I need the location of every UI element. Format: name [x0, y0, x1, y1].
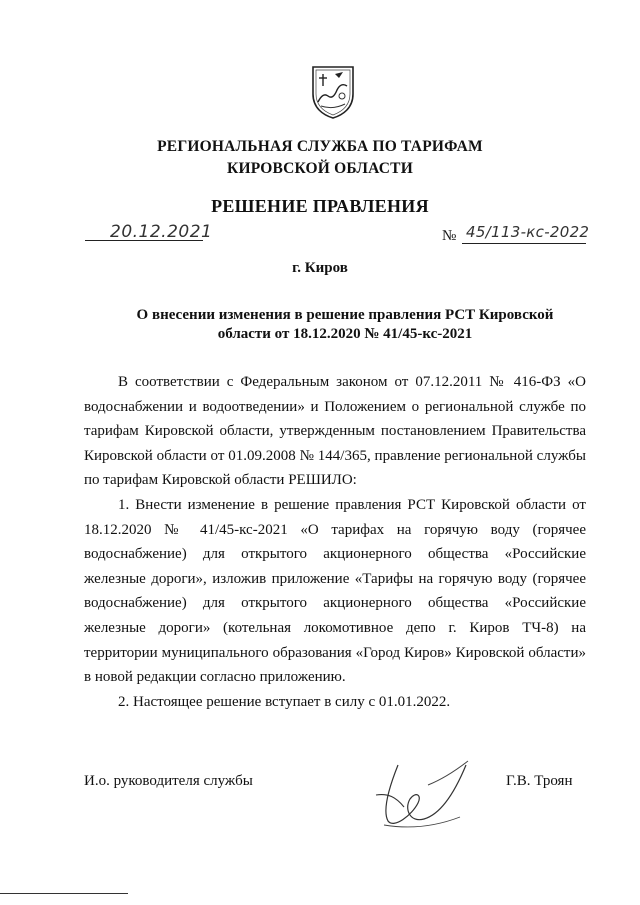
organization-name-line2: КИРОВСКОЙ ОБЛАСТИ [227, 160, 413, 177]
decision-body [84, 370, 586, 714]
subject-line1: О внесении изменения в решение правления РСТ Кировской [136, 307, 554, 323]
preamble-paragraph: В соответствии с Федеральным законом от 07.12.2011 № 416-ФЗ «О водоснабжении и водоотведении» и Положением о региональной службе по тарифам Кировской области, утвержденным постановлением Правительства Кировской области от 01.09.2008 № 144/365, правление региональной службы по тарифам Кировской области РЕШИЛО: [84, 374, 586, 489]
decision-number: 45/113-кс-2022 [466, 223, 590, 241]
document-title: РЕШЕНИЕ ПРАВЛЕНИЯ [211, 196, 429, 216]
decision-date: 20.12.2021 [110, 222, 213, 242]
number-underline [462, 243, 586, 244]
signer-name: Г.В. Троян [506, 773, 573, 789]
organization-name-line1: РЕГИОНАЛЬНАЯ СЛУЖБА ПО ТАРИФАМ [157, 138, 483, 155]
city: г. Киров [292, 260, 348, 276]
kirov-oblast-coat-of-arms-icon [309, 64, 357, 120]
decision-subject [0, 306, 640, 344]
signer-title: И.о. руководителя службы [84, 773, 253, 789]
footer-rule [0, 893, 128, 894]
handwritten-signature-icon [368, 755, 478, 835]
subject-line2: области от 18.12.2020 № 41/45-кс-2021 [217, 326, 473, 342]
item-1-paragraph: 1. Внести изменение в решение правления РСТ Кировской области от 18.12.2020 № 41/45-кс-2021 «О тарифах на горячую воду (горячее водоснабжение) для открытого акционерного общества «Российские железные дороги», изложив приложение «Тарифы на горячую воду (горячее водоснабжение) для открытого акционерного общества «Российские железные дороги» (котельная локомотивное депо г. Киров ТЧ-8) на территории муниципального образования «Город Киров» Кировской области» в новой редакции согласно приложению. [84, 496, 586, 686]
date-underline [85, 240, 203, 241]
number-label: № [442, 228, 457, 244]
item-2-paragraph: 2. Настоящее решение вступает в силу с 01.01.2022. [118, 693, 451, 710]
